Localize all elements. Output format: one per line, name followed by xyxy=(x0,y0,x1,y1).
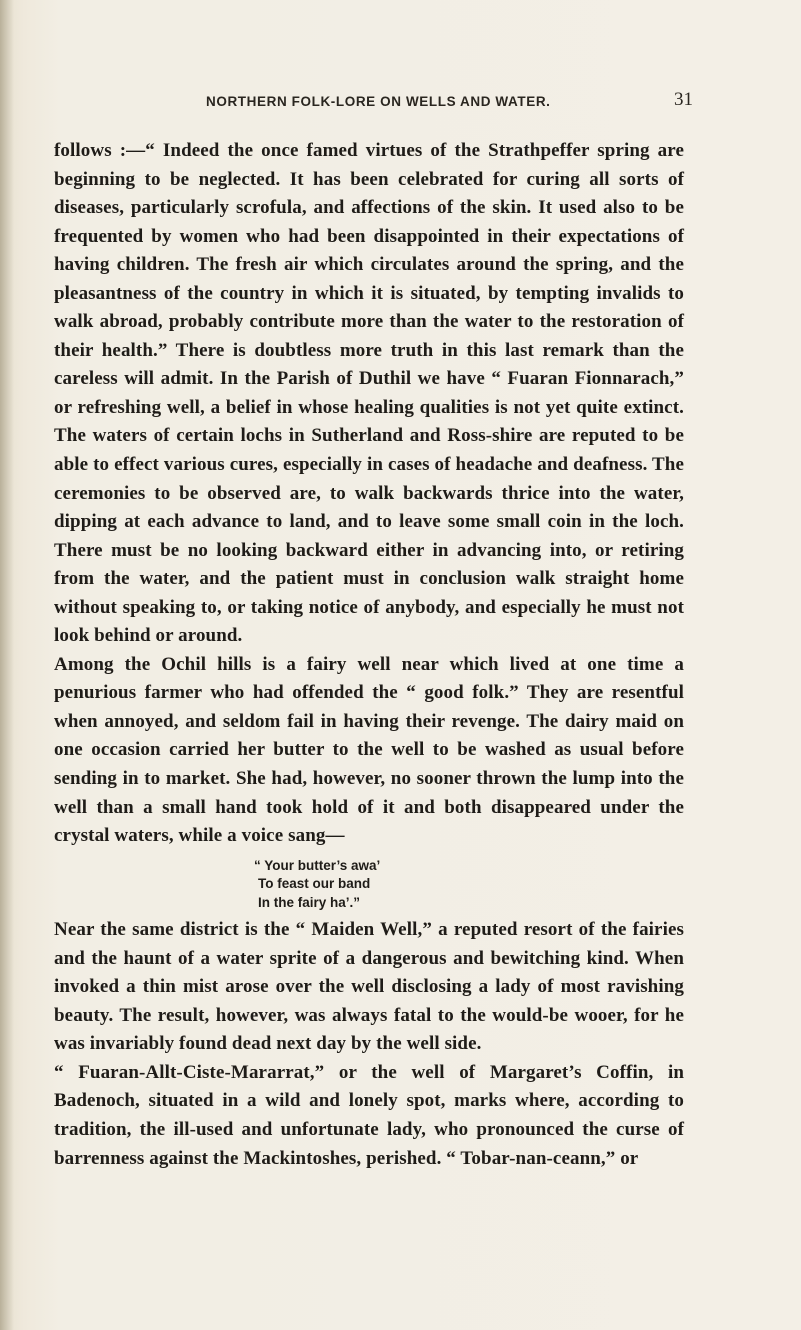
running-title: NORTHERN FOLK-LORE ON WELLS AND WATER. xyxy=(206,94,551,109)
verse-line: In the fairy ha’.” xyxy=(258,894,361,910)
paragraph: follows :—“ Indeed the once famed virtues of the Strathpeffer spring are beginning to be neglected. It has been celebrated for curing all sorts of diseases, particularly scrofula, and affections of the skin. It used also to be frequented by women who had been disappointed in their expectations of having children. The fresh air which circulates around the spring, and the pleasantness of the country in which it is situated, by tempting invalids to walk abroad, probably contribute more than the water to the restoration of their health.” There is doubtless more truth in this last remark than the careless will admit. In the Parish of Duthil we have “ Fuaran Fionnarach,” or refreshing well, a belief in whose healing qualities is not yet quite extinct. The waters of certain lochs in Sutherland and Ross-shire are reputed to be able to effect various cures, especially in cases of headache and deafness. The ceremonies to be observed are, to walk backwards thrice into the water, dipping at each advance to land, and to leave some small coin in the loch. There must be no looking backward either in advancing into, or retiring from the water, and the patient must in conclusion walk straight home without speaking to, or taking notice of anybody, and especially he must not look behind or around. xyxy=(54,140,684,647)
page-header xyxy=(0,86,801,112)
verse-line: To feast our band xyxy=(258,876,371,892)
page-number: 31 xyxy=(674,89,693,110)
page-gutter-shadow xyxy=(0,0,14,1330)
verse-line: “ Your butter’s awa’ xyxy=(254,857,381,873)
paragraph: “ Fuaran-Allt-Ciste-Mararrat,” or the well of Margaret’s Coffin, in Badenoch, situated in a wild and lonely spot, marks where, according to tradition, the ill-used and unfortunate lady, who pronounced the curse of barrenness against the Mackintoshes, perished. “ Tobar-nan-ceann,” or xyxy=(54,1061,684,1169)
verse-quotation xyxy=(254,857,684,913)
paragraph: Among the Ochil hills is a fairy well near which lived at one time a penurious farmer who had offended the “ good folk.” They are resentful when annoyed, and seldom fail in having their revenge. The dairy maid on one occasion carried her butter to the well to be washed as usual before sending in to market. She had, however, no sooner thrown the lump into the well than a small hand took hold of it and both disappeared under the crystal waters, while a voice sang— xyxy=(54,653,684,847)
body-text xyxy=(54,137,684,1173)
paragraph: Near the same district is the “ Maiden Well,” a reputed resort of the fairies and the haunt of a water sprite of a dangerous and bewitching kind. When invoked a thin mist arose over the well disclosing a lady of most ravishing beauty. The result, however, was always fatal to the would-be wooer, for he was invariably found dead next day by the well side. xyxy=(54,919,684,1055)
